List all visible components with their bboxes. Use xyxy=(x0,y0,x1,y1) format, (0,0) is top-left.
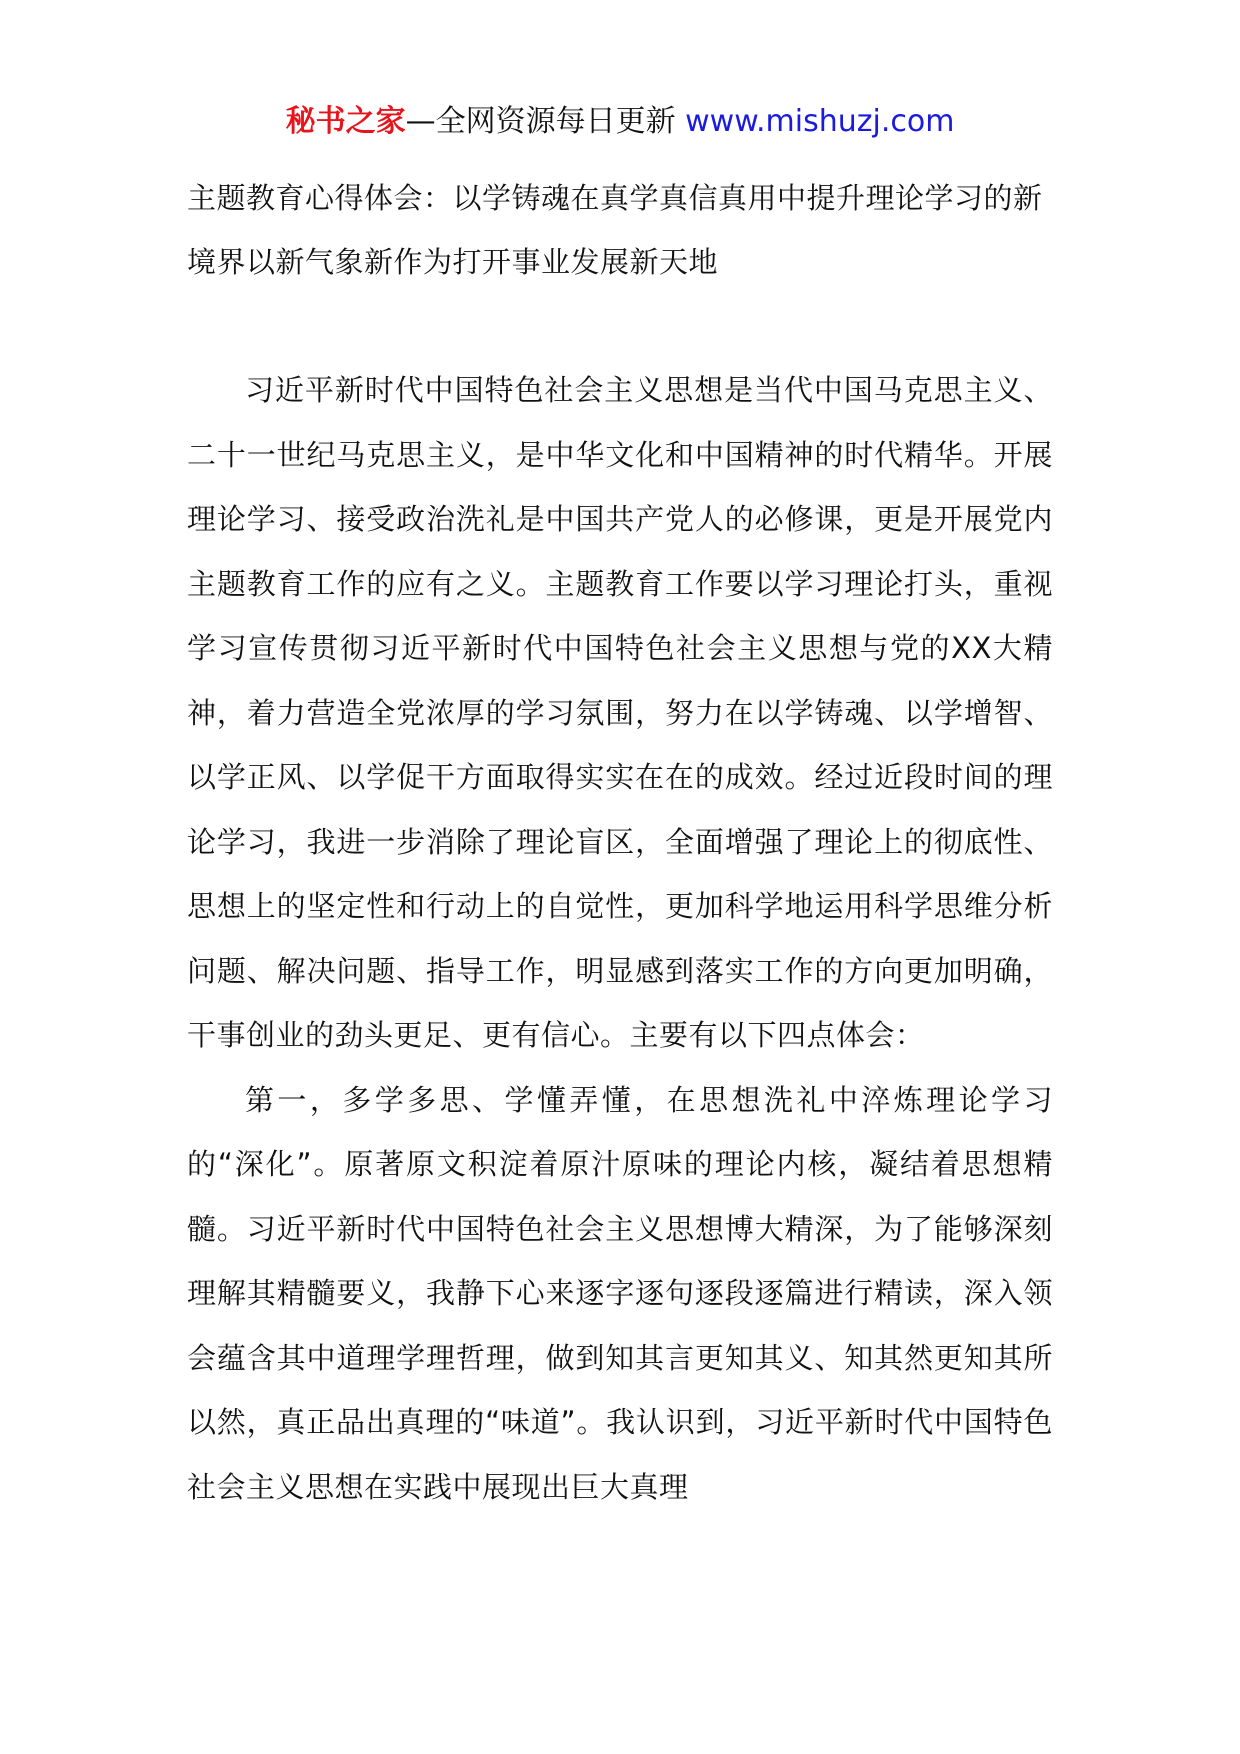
paragraph-1: 习近平新时代中国特色社会主义思想是当代中国马克思主义、二十一世纪马克思主义，是中华文化和中国精神的时代精华。开展理论学习、接受政治洗礼是中国共产党人的必修课，更是开展党内主题教育工作的应有之义。主题教育工作要以学习理论打头，重视学习宣传贯彻习近平新时代中国特色社会主义思想与党的XX大精神，着力营造全党浓厚的学习氛围，努力在以学铸魂、以学增智、以学正风、以学促干方面取得实实在在的成效。经过近段时间的理论学习，我进一步消除了理论盲区，全面增强了理论上的彻底性、思想上的坚定性和行动上的自觉性，更加科学地运用科学思维分析问题、解决问题、指导工作，明显感到落实工作的方向更加明确，干事创业的劲头更足、更有信心。主要有以下四点体会： xyxy=(187,373,1053,1052)
paragraph-2: 第一，多学多思、学懂弄懂，在思想洗礼中淬炼理论学习的“深化”。原著原文积淀着原汁原味的理论内核，凝结着思想精髓。习近平新时代中国特色社会主义思想博大精深，为了能够深刻理解其精髓要义，我静下心来逐字逐句逐段逐篇进行精读，深入领会蕴含其中道理学理哲理，做到知其言更知其义、知其然更知其所以然，真正品出真理的“味道”。我认识到，习近平新时代中国特色社会主义思想在实践中展现出巨大真理 xyxy=(187,1082,1053,1504)
site-url-link[interactable]: www.mishuzj.com xyxy=(685,104,955,139)
site-tagline: —全网资源每日更新 xyxy=(405,104,686,139)
site-name: 秘书之家 xyxy=(285,104,406,139)
blank-line xyxy=(187,294,1053,358)
document-body xyxy=(187,166,1053,1519)
document-title: 主题教育心得体会：以学铸魂在真学真信真用中提升理论学习的新境界以新气象新作为打开事业发展新天地 xyxy=(187,181,1043,279)
page-header xyxy=(0,98,1240,146)
